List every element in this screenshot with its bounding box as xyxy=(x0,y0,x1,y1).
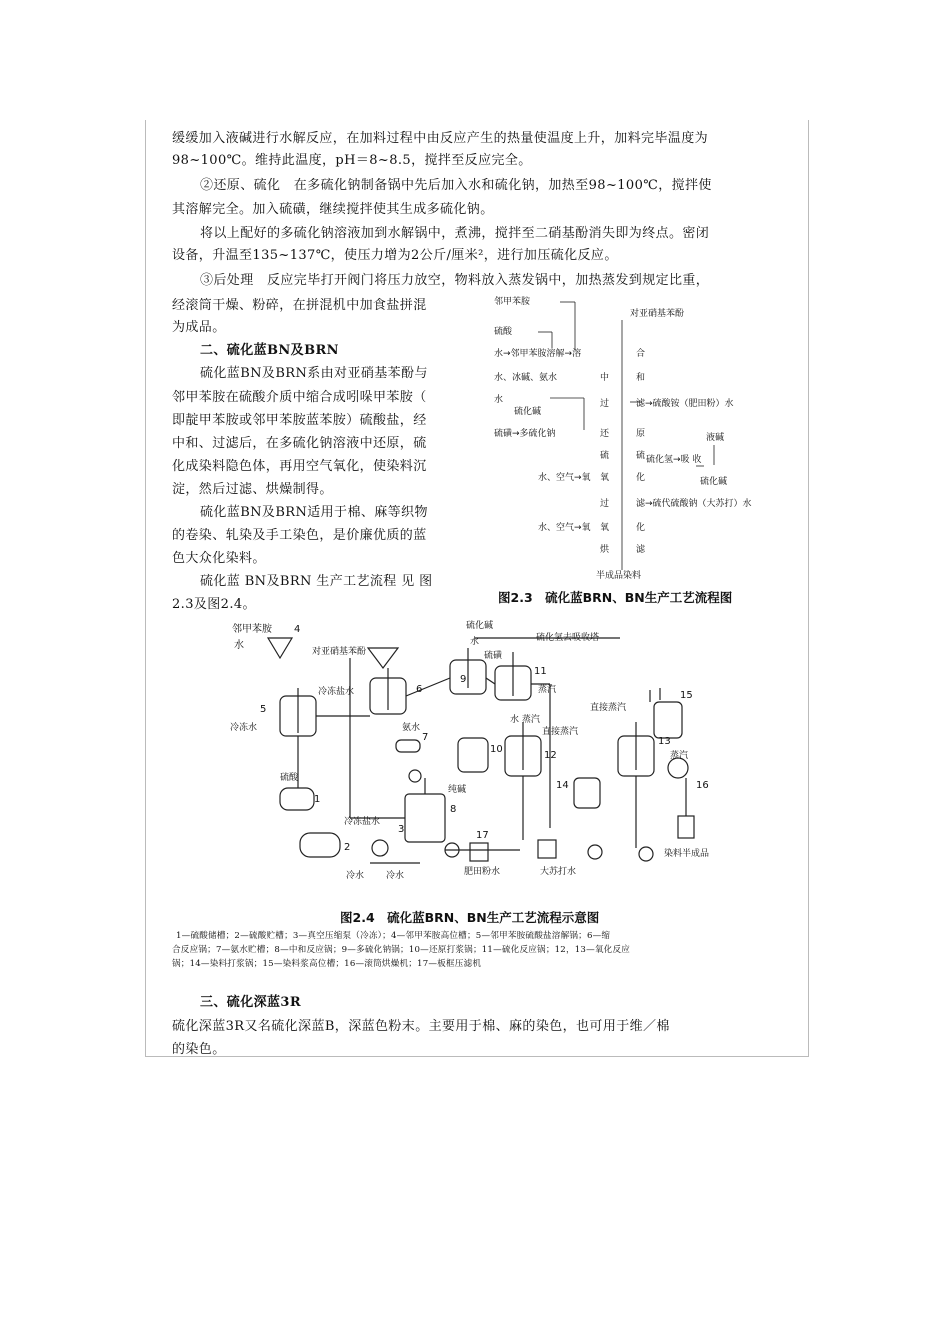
diag-label-29: 1 xyxy=(314,794,321,805)
fc-cola-5: 硫 xyxy=(636,451,646,461)
diag-label-27: 14 xyxy=(556,780,569,791)
section-heading-3: 三、硫化深蓝3R xyxy=(200,995,302,1010)
diag-label-9: 硫化碱 xyxy=(466,621,494,631)
fc-colb-1: 中 xyxy=(600,373,610,383)
fc-input-5: 水 xyxy=(494,395,504,405)
left-line-14: 2.3及图2.4。 xyxy=(172,597,256,612)
equipment-diagram-2-4 xyxy=(220,618,720,893)
left-line-6: 即靛甲苯胺或邻甲苯胺蓝苯胺）硫酸盐，经 xyxy=(172,413,427,428)
diag-label-34: 8 xyxy=(450,804,457,815)
fc-right-top: 对亚硝基苯酚 xyxy=(630,309,685,319)
body-line-7: ③后处理 反应完毕打开阀门将压力放空，物料放入蒸发锅中，加热蒸发到规定比重， xyxy=(200,273,710,288)
diag-label-5: 冷冻盐水 xyxy=(318,687,355,697)
figure-2-3-caption: 图2.3 硫化蓝BRN、BN生产工艺流程图 xyxy=(498,590,733,605)
fc-colb-8: 烘 xyxy=(600,545,610,555)
diag-label-4: 对亚硝基苯酚 xyxy=(312,647,367,657)
fc-input-8: 水、空气→氧 xyxy=(538,473,591,483)
fc-colb-7: 氧 xyxy=(600,523,610,533)
diag-label-26: 13 xyxy=(658,736,671,747)
diag-label-37: 大苏打水 xyxy=(540,867,577,877)
diag-label-30: 2 xyxy=(344,842,351,853)
diag-label-36: 肥田粉水 xyxy=(464,867,501,877)
fc-colb-3: 还 xyxy=(600,429,610,439)
diag-label-35: 17 xyxy=(476,830,489,841)
body-line-5: 将以上配好的多硫化钠溶液加到水解锅中，煮沸，搅拌至二硝基酚消失即为终点。密闭 xyxy=(200,226,710,241)
fc-output-4: 硫化碱 xyxy=(700,477,728,487)
fc-cola-7: 化 xyxy=(636,523,646,533)
fc-cola-2: 和 xyxy=(636,373,646,383)
fc-colb-5: 氧 xyxy=(600,473,610,483)
fc-input-1: 邻甲苯胺 xyxy=(494,297,531,307)
diag-label-24: 直接蒸汽 xyxy=(542,727,579,737)
flowchart-figure-2-3 xyxy=(490,290,795,585)
fc-colb-6: 过 xyxy=(600,499,610,509)
left-line-2: 为成品。 xyxy=(172,320,226,335)
diag-label-17: 16 xyxy=(696,780,709,791)
body-line-6: 设备，升温至135~137℃，使压力增为2公斤/厘米²，进行加压硫化反应。 xyxy=(172,248,618,263)
left-line-13: 硫化蓝 BN及BRN 生产工艺流程 见 图 xyxy=(200,574,433,589)
figure-2-4-caption: 图2.4 硫化蓝BRN、BN生产工艺流程示意图 xyxy=(340,910,600,925)
body-line-4: 其溶解完全。加入硫磺，继续搅拌使其生成多硫化钠。 xyxy=(172,202,494,217)
left-line-1: 经滚筒干燥、粉碎，在拼混机中加食盐拼混 xyxy=(172,298,427,313)
left-line-11: 的卷染、轧染及手工染色，是价廉优质的蓝 xyxy=(172,528,427,543)
fc-input-7: 硫磺→多硫化钠 xyxy=(494,429,556,439)
diag-label-18: 蒸汽 xyxy=(670,751,689,761)
fc-input-3: 水→邻甲苯胺溶解→溶 xyxy=(494,349,582,359)
diag-label-40: 冷水 xyxy=(386,871,405,881)
left-line-4: 硫化蓝BN及BRN系由对亚硝基苯酚与 xyxy=(200,366,428,381)
fc-input-9: 水、空气→氧 xyxy=(538,523,591,533)
diag-label-11: 硫磺 xyxy=(484,651,503,661)
diag-label-20: 氨水 xyxy=(402,723,421,733)
diag-label-25: 12 xyxy=(544,750,557,761)
fc-colb-4: 硫 xyxy=(600,451,610,461)
diag-label-32: 冷冻盐水 xyxy=(344,817,381,827)
diag-label-2: 4 xyxy=(294,624,301,635)
fc-cola-6: 化 xyxy=(636,473,646,483)
section-heading-2: 二、硫化蓝BN及BRN xyxy=(200,343,339,358)
left-line-7: 中和、过滤后，在多硫化钠溶液中还原，硫 xyxy=(172,436,427,451)
fc-cola-1: 合 xyxy=(636,349,646,359)
left-line-5: 邻甲苯胺在硫酸介质中缩合成吲哚甲苯胺（ xyxy=(172,390,427,405)
legend-line-2: 合反应锅；7—氨水贮槽；8—中和反应锅；9—多硫化钠锅；10—还原打浆锅；11—硫化反应锅；12，13—氧化反应 xyxy=(172,945,631,955)
legend-line-1: 1—硫酸储槽；2—硫酸贮槽；3—真空压缩泵（冷冻）；4—邻甲苯胺高位槽；5—邻甲苯胺硫酸盐溶解锅；6—缩 xyxy=(176,931,611,941)
fc-input-2: 硫酸 xyxy=(494,327,513,337)
diag-label-1: 邻甲苯胺 xyxy=(232,624,272,635)
left-line-9: 淀，然后过滤、烘燥制得。 xyxy=(172,482,333,497)
diag-label-12: 硫化氢去吸收塔 xyxy=(536,633,600,643)
diag-label-7: 5 xyxy=(260,704,267,715)
fc-output-1: 滤→硫酸铵（肥田粉）水 xyxy=(636,399,734,409)
left-line-12: 色大众化染料。 xyxy=(172,551,266,566)
body-line-3: ②还原、硫化 在多硫化钠制备锅中先后加入水和硫化钠，加热至98~100℃，搅拌使 xyxy=(200,178,712,193)
body-line-1: 缓缓加入液碱进行水解反应，在加料过程中由反应产生的热量使温度上升，加料完毕温度为 xyxy=(172,131,709,146)
fc-cola-4: 原 xyxy=(636,429,646,439)
fc-output-2: 液碱 xyxy=(706,433,725,443)
fc-final: 半成品染料 xyxy=(596,571,642,581)
fc-colb-2: 过 xyxy=(600,399,610,409)
fc-input-6: 硫化碱 xyxy=(514,407,542,417)
diag-label-38: 染料半成品 xyxy=(664,849,710,859)
section3-line-2: 的染色。 xyxy=(172,1042,226,1057)
legend-line-3: 锅；14—染料打浆锅；15—染料浆高位槽；16—滚筒烘燥机；17—板框压滤机 xyxy=(172,959,482,969)
diag-label-13: 11 xyxy=(534,666,547,677)
fc-output-5: 滤→硫代硫酸钠（大苏打）水 xyxy=(636,499,752,509)
diag-label-6: 6 xyxy=(416,684,423,695)
fc-input-4: 水、冰碱、氨水 xyxy=(494,373,558,383)
diag-label-33: 纯碱 xyxy=(448,785,467,795)
left-line-8: 化成染料隐色体，再用空气氧化，使染料沉 xyxy=(172,459,427,474)
diag-label-22: 10 xyxy=(490,744,503,755)
diag-label-3: 水 xyxy=(234,640,244,651)
fc-output-3: 硫化氢→吸 收 xyxy=(646,455,702,465)
diag-label-21: 9 xyxy=(460,674,467,685)
diag-label-19: 7 xyxy=(422,732,429,743)
diag-label-8: 冷冻水 xyxy=(230,723,258,733)
diag-label-10: 水 xyxy=(470,637,480,647)
fc-cola-8: 滤 xyxy=(636,545,646,555)
diag-label-16: 15 xyxy=(680,690,693,701)
body-line-2: 98~100℃。维持此温度，pH＝8~8.5，搅拌至反应完全。 xyxy=(172,153,532,168)
left-line-10: 硫化蓝BN及BRN适用于棉、麻等织物 xyxy=(200,505,428,520)
diag-label-39: 冷水 xyxy=(346,871,365,881)
section3-line-1: 硫化深蓝3R又名硫化深蓝B，深蓝色粉末。主要用于棉、麻的染色，也可用于维／棉 xyxy=(172,1019,670,1034)
diag-label-14: 蒸汽 xyxy=(538,685,557,695)
diag-label-31: 3 xyxy=(398,824,405,835)
diag-label-28: 硫酸 xyxy=(280,773,299,783)
diag-label-15: 直接蒸汽 xyxy=(590,703,627,713)
diag-label-23: 水 蒸汽 xyxy=(510,715,540,725)
